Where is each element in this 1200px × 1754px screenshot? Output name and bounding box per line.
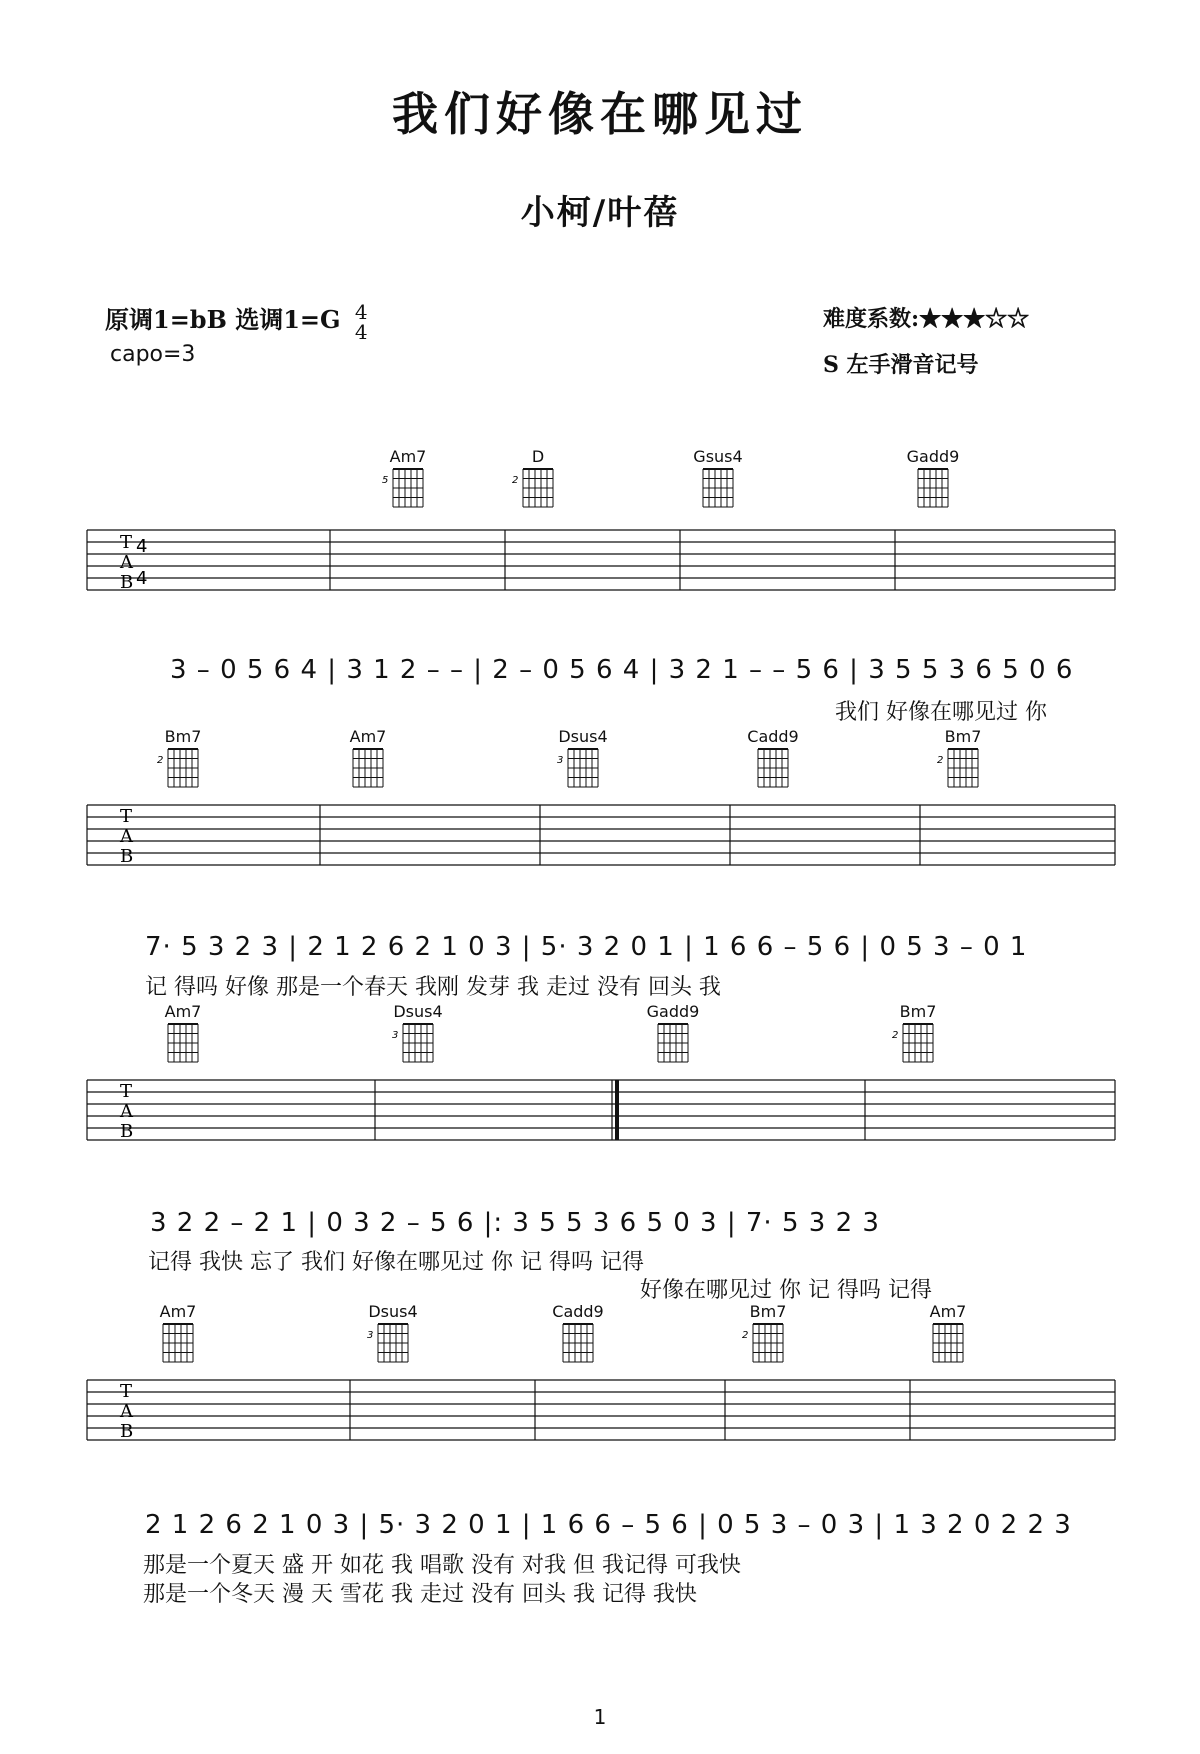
svg-text:4: 4	[136, 568, 148, 589]
chord-grid	[743, 747, 803, 797]
svg-text:B: B	[120, 1421, 134, 1442]
chord-grid	[388, 1022, 448, 1072]
chord-grid	[378, 467, 438, 517]
chord-diagram	[148, 1302, 208, 1372]
chord-name: Am7	[349, 727, 387, 746]
lyrics-3-line-2: 好像在哪见过 你 记 得吗 记得	[640, 1278, 932, 1303]
chord-name: Bm7	[164, 727, 202, 746]
chord-grid	[888, 1022, 948, 1072]
svg-text:T: T	[120, 532, 133, 553]
chord-diagram	[643, 1002, 703, 1072]
capo-info: capo=3	[110, 342, 196, 367]
chord-name: Cadd9	[552, 1302, 604, 1321]
chord-diagram	[918, 1302, 978, 1372]
svg-text:T: T	[120, 1081, 133, 1102]
lyrics-1-line-1: 我们 好像在哪见过 你	[835, 700, 1047, 725]
chord-grid	[553, 747, 613, 797]
svg-text:A: A	[120, 552, 133, 573]
numbered-notation-3: 3 2 2 – 2 1 | 0 3 2 – 5 6 |: 3 5 5 3 6 5 0 3 | 7· 5 3 2 3	[150, 1208, 880, 1238]
svg-text:4: 4	[136, 536, 148, 557]
chord-name: Bm7	[944, 727, 982, 746]
chord-fret: 2	[512, 475, 519, 486]
numbered-notation-1: 3 – 0 5 6 4 | 3 1 2 – – | 2 – 0 5 6 4 | 3 2 1 – – 5 6 | 3 5 5 3 6 5 0 6	[170, 655, 1074, 685]
svg-text:B: B	[120, 1121, 134, 1142]
numbered-notation-4: 2 1 2 6 2 1 0 3 | 5· 3 2 0 1 | 1 6 6 – 5 6 | 0 5 3 – 0 3 | 1 3 2 0 2 2 3	[145, 1510, 1072, 1540]
chord-grid	[153, 1022, 213, 1072]
lyrics-4-line-1: 那是一个夏天 盛 开 如花 我 唱歌 没有 对我 但 我记得 可我快	[143, 1553, 741, 1578]
time-bottom: 4	[354, 319, 368, 344]
chord-name: Am7	[164, 1002, 202, 1021]
numbered-notation-2: 7· 5 3 2 3 | 2 1 2 6 2 1 0 3 | 5· 3 2 0 1 | 1 6 6 – 5 6 | 0 5 3 – 0 1	[145, 932, 1028, 962]
chord-diagram	[388, 1002, 448, 1072]
chord-diagram	[548, 1302, 608, 1372]
chord-name: Gadd9	[906, 447, 960, 466]
chord-grid	[153, 747, 213, 797]
chord-diagram	[933, 727, 993, 797]
lyrics-3-line-1: 记得 我快 忘了 我们 好像在哪见过 你 记 得吗 记得	[148, 1250, 644, 1275]
chord-diagram	[688, 447, 748, 517]
chord-diagram	[338, 727, 398, 797]
svg-text:T: T	[120, 1381, 133, 1402]
song-title: 我们好像在哪见过	[392, 87, 808, 141]
svg-text:A: A	[120, 1401, 133, 1422]
lyrics-2-line-1: 记 得吗 好像 那是一个春天 我刚 发芽 我 走过 没有 回头 我	[145, 975, 721, 1000]
chord-grid	[738, 1322, 798, 1372]
chord-diagram	[743, 727, 803, 797]
chord-fret: 3	[557, 755, 564, 766]
chord-name: D	[531, 447, 545, 466]
chord-fret: 5	[382, 475, 389, 486]
chord-diagram	[378, 447, 438, 517]
chord-fret: 2	[937, 755, 944, 766]
chord-name: Dsus4	[368, 1302, 418, 1321]
chord-diagram	[903, 447, 963, 517]
chord-grid	[643, 1022, 703, 1072]
svg-text:B: B	[120, 846, 134, 867]
chord-name: Dsus4	[558, 727, 608, 746]
chord-grid	[338, 747, 398, 797]
chord-grid	[688, 467, 748, 517]
chord-diagram	[153, 727, 213, 797]
chord-grid	[918, 1322, 978, 1372]
lyrics-4-line-2: 那是一个冬天 漫 天 雪花 我 走过 没有 回头 我 记得 我快	[143, 1582, 697, 1607]
chord-diagram	[888, 1002, 948, 1072]
chord-grid	[148, 1322, 208, 1372]
chord-fret: 2	[892, 1030, 899, 1041]
chord-name: Gadd9	[646, 1002, 700, 1021]
chord-diagram	[153, 1002, 213, 1072]
chord-diagram	[553, 727, 613, 797]
svg-text:B: B	[120, 572, 134, 593]
chord-fret: 2	[157, 755, 164, 766]
chord-name: Cadd9	[747, 727, 799, 746]
page-number: 1	[593, 1705, 607, 1729]
svg-text:T: T	[120, 806, 133, 827]
chord-name: Am7	[389, 447, 427, 466]
chord-grid	[363, 1322, 423, 1372]
chord-name: Gsus4	[693, 447, 743, 466]
chord-fret: 3	[392, 1030, 399, 1041]
chord-diagram	[738, 1302, 798, 1372]
svg-text:A: A	[120, 1101, 133, 1122]
chord-name: Dsus4	[393, 1002, 443, 1021]
chord-grid	[508, 467, 568, 517]
chord-grid	[933, 747, 993, 797]
chord-name: Am7	[159, 1302, 197, 1321]
chord-diagram	[363, 1302, 423, 1372]
chord-grid	[903, 467, 963, 517]
chord-name: Am7	[929, 1302, 967, 1321]
chord-diagram	[508, 447, 568, 517]
chord-fret: 2	[742, 1330, 749, 1341]
chord-name: Bm7	[749, 1302, 787, 1321]
slide-legend: S 左手滑音记号	[823, 352, 979, 378]
difficulty-rating: 难度系数:★★★☆☆	[823, 306, 1030, 332]
chord-name: Bm7	[899, 1002, 937, 1021]
artist-name: 小柯/叶蓓	[520, 193, 680, 233]
svg-text:A: A	[120, 826, 133, 847]
time-top: 4	[354, 299, 368, 324]
key-text: 原调1=bB 选调1=G	[105, 305, 341, 334]
chord-grid	[548, 1322, 608, 1372]
chord-fret: 3	[367, 1330, 374, 1341]
